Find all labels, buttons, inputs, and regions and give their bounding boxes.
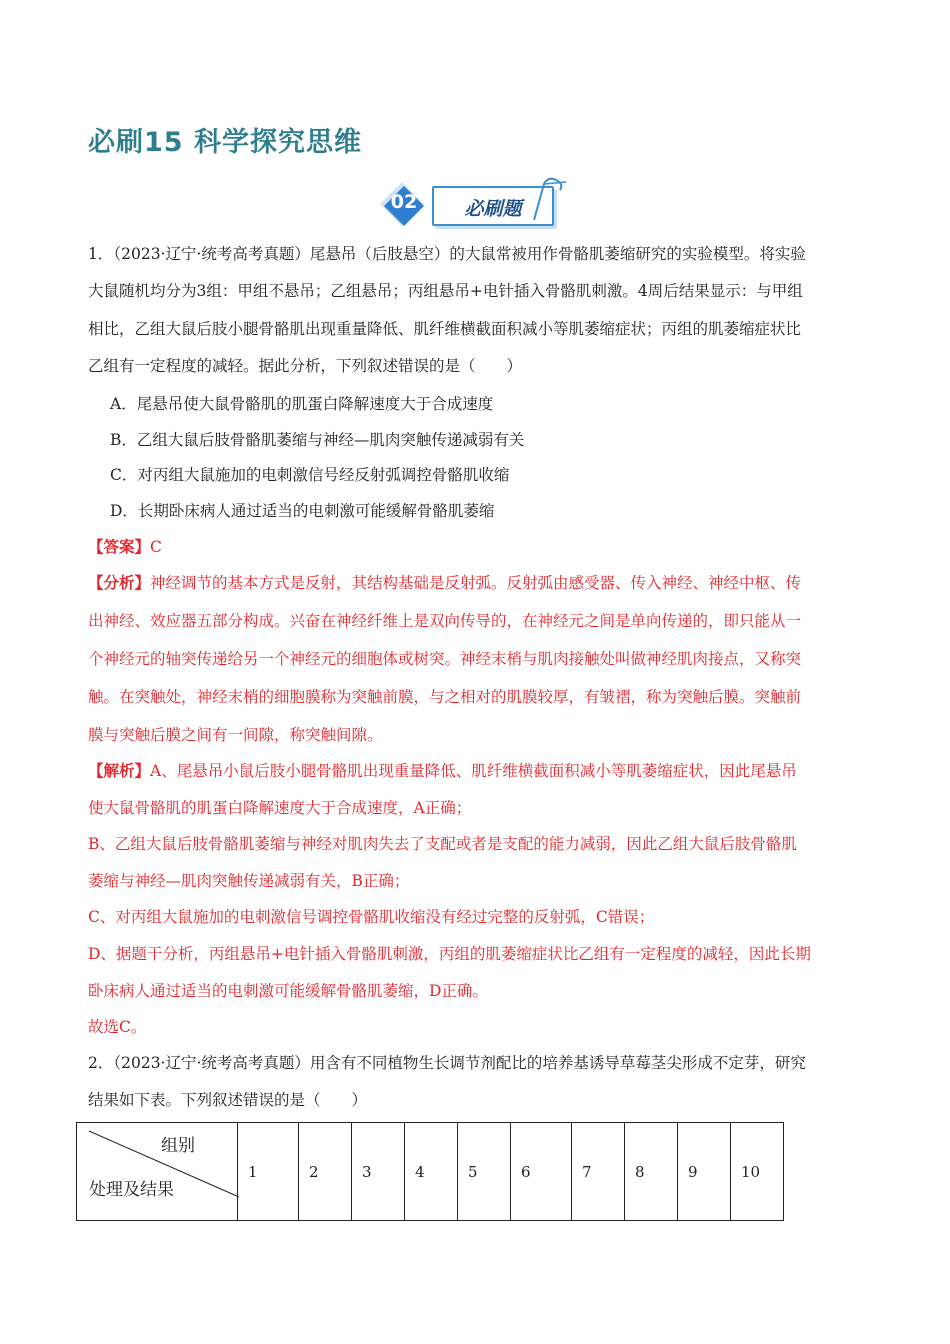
question-1-stem-line: 1．（2023·辽宁·统考高考真题）尾悬吊（后肢悬空）的大鼠常被用作骨骼肌萎缩研究的实验模型。将实验 — [88, 245, 806, 263]
analysis-line: 膜与突触后膜之间有一间隙，称突触间隙。 — [88, 726, 383, 744]
answer-line — [88, 537, 863, 557]
analysis-line: 个神经元的轴突传递给另一个神经元的细胞体或树突。神经末梢与肌肉接触处叫做神经肌肉接点，又称突 — [88, 650, 802, 668]
analysis-line: 触。在突触处，神经末梢的细胞膜称为突触前膜，与之相对的肌膜较厚，有皱褶，称为突触后膜。突触前 — [88, 688, 802, 706]
explanation-line: 卧床病人通过适当的电刺激可能缓解骨骼肌萎缩，D正确。 — [88, 982, 488, 1000]
page-title: 必刷15 科学探究思维 — [88, 127, 362, 158]
table-header-cell: 3 — [352, 1123, 405, 1221]
table-header-cell: 4 — [405, 1123, 458, 1221]
conclusion-line: 故选C。 — [88, 1018, 147, 1036]
question-2-stem-line: 结果如下表。下列叙述错误的是（ ） — [88, 1091, 368, 1109]
question-1-stem-line: 相比，乙组大鼠后肢小腿骨骼肌出现重量降低、肌纤维横截面积减小等肌萎缩症状；丙组的肌萎缩症状比 — [88, 320, 802, 338]
table-header-cell: 7 — [572, 1123, 625, 1221]
corner-top-label: 组别 — [161, 1136, 195, 1156]
ribbon-curl-icon — [530, 176, 570, 224]
table-header-cell: 9 — [678, 1123, 731, 1221]
table-header-row — [77, 1123, 784, 1221]
explanation-line: 使大鼠骨骼肌的肌蛋白降解速度大于合成速度，A正确； — [88, 799, 472, 817]
analysis-line: 【分析】神经调节的基本方式是反射，其结构基础是反射弧。反射弧由感受器、传入神经、神经中枢、传 — [88, 573, 802, 592]
table-header-cell: 6 — [511, 1123, 572, 1221]
option-a: A．尾悬吊使大鼠骨骼肌的肌蛋白降解速度大于合成速度 — [110, 395, 494, 413]
explanation-line: 【解析】A、尾悬吊小鼠后肢小腿骨骼肌出现重量降低、肌纤维横截面积减小等肌萎缩症状，因此尾悬吊 — [88, 761, 797, 780]
table-header-cell: 8 — [625, 1123, 678, 1221]
answer-tag: 【答案】 — [88, 537, 151, 556]
results-table — [76, 1122, 784, 1221]
badge-label: 必刷题 — [464, 198, 522, 220]
question-1-stem-line: 乙组有一定程度的减轻。据此分析，下列叙述错误的是（ ） — [88, 357, 523, 375]
corner-bottom-label: 处理及结果 — [89, 1180, 174, 1200]
table-corner-cell — [77, 1123, 238, 1221]
table-header-cell: 5 — [458, 1123, 511, 1221]
badge-number: 02 — [390, 191, 418, 213]
table-header-cell: 1 — [238, 1123, 299, 1221]
analysis-tag: 【分析】 — [88, 573, 151, 592]
question-2-stem-line: 2．（2023·辽宁·统考高考真题）用含有不同植物生长调节剂配比的培养基诱导草莓茎尖形成不定芽，研究 — [88, 1054, 806, 1072]
option-d: D．长期卧床病人通过适当的电刺激可能缓解骨骼肌萎缩 — [110, 502, 495, 520]
section-badge — [380, 176, 570, 228]
option-b: B．乙组大鼠后肢骨骼肌萎缩与神经—肌肉突触传递减弱有关 — [110, 431, 525, 449]
answer-value: C — [150, 538, 162, 556]
question-1-stem-line: 大鼠随机均分为3组：甲组不悬吊；乙组悬吊；丙组悬吊+电针插入骨骼肌刺激。4周后结果显示：与甲组 — [88, 282, 803, 300]
table-header-cell: 2 — [299, 1123, 352, 1221]
explanation-tag: 【解析】 — [88, 761, 151, 780]
explanation-line: D、据题干分析，丙组悬吊+电针插入骨骼肌刺激，丙组的肌萎缩症状比乙组有一定程度的减轻，因此长期 — [88, 945, 811, 963]
explanation-line: 萎缩与神经—肌肉突触传递减弱有关，B正确； — [88, 872, 410, 890]
option-c: C．对丙组大鼠施加的电刺激信号经反射弧调控骨骼肌收缩 — [110, 466, 510, 484]
analysis-line: 出神经、效应器五部分构成。兴奋在神经纤维上是双向传导的，在神经元之间是单向传递的，即只能从一 — [88, 612, 802, 630]
explanation-line: C、对丙组大鼠施加的电刺激信号调控骨骼肌收缩没有经过完整的反射弧，C错误； — [88, 908, 655, 926]
table-header-cell: 10 — [731, 1123, 784, 1221]
explanation-line: B、乙组大鼠后肢骨骼肌萎缩与神经对肌肉失去了支配或者是支配的能力减弱，因此乙组大鼠后肢骨骼肌 — [88, 835, 797, 853]
